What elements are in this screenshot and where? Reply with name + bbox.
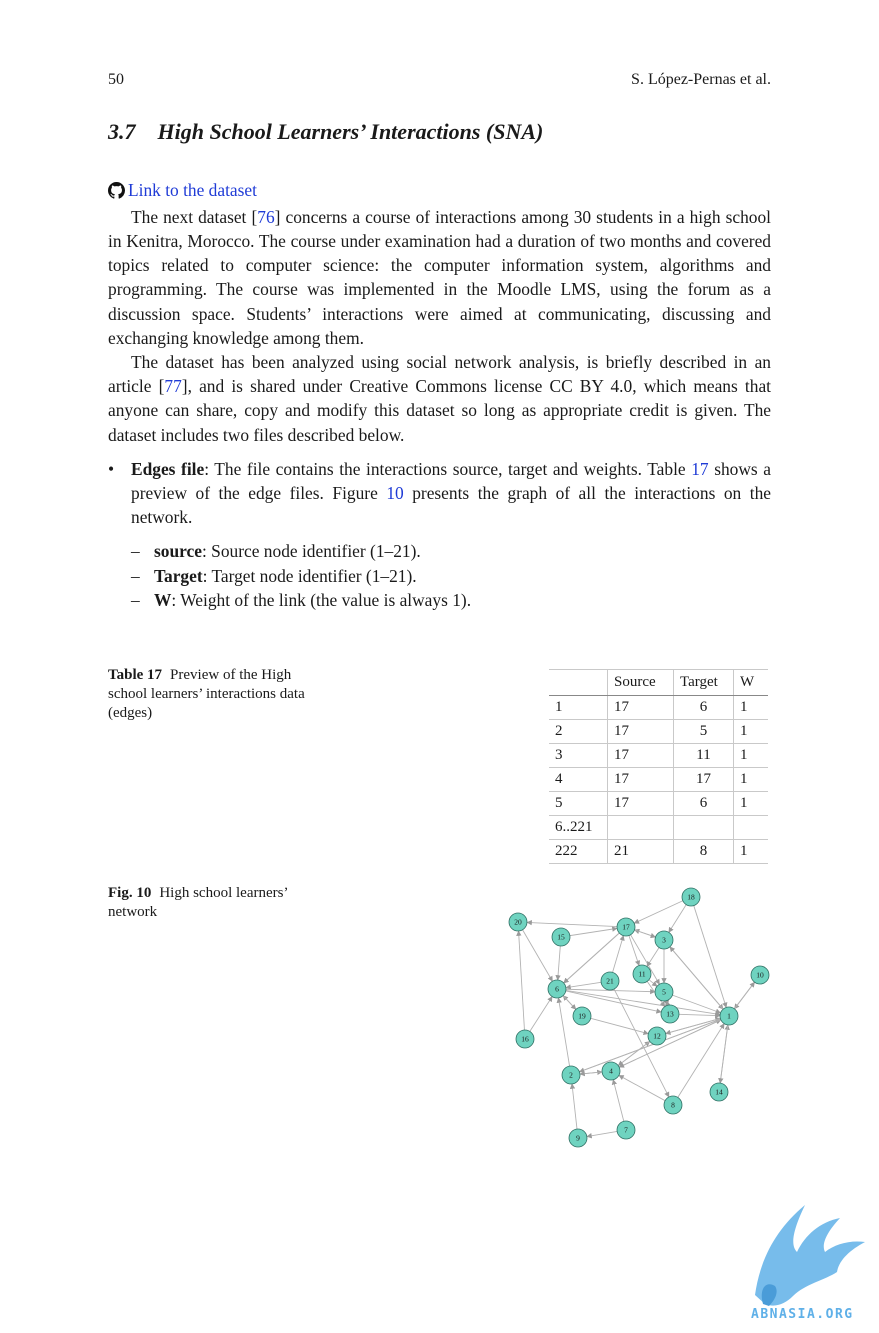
table-cell: 17 <box>608 792 674 816</box>
section-title-text: High School Learners’ Interactions (SNA) <box>157 119 544 144</box>
dataset-link[interactable] <box>108 178 257 202</box>
network-node <box>601 972 619 990</box>
table-cell: 17 <box>608 744 674 768</box>
network-node <box>710 1083 728 1101</box>
network-edge <box>618 1041 650 1065</box>
table-cell: 5 <box>674 720 734 744</box>
network-node <box>602 1062 620 1080</box>
network-edge <box>579 1019 720 1072</box>
network-edge <box>694 906 727 1008</box>
table-cell: 1 <box>734 768 769 792</box>
table-cell: 4 <box>549 768 608 792</box>
network-node <box>655 931 673 949</box>
network-node-label: 2 <box>569 1070 573 1080</box>
table-cell: 1 <box>549 696 608 720</box>
network-edge <box>613 936 624 973</box>
field-weight: – W: Weight of the link (the value is always 1). <box>131 588 771 612</box>
network-node <box>633 965 651 983</box>
figure-caption-text: High school learners’ network <box>108 885 288 920</box>
network-node-label: 6 <box>555 984 559 994</box>
network-node-label: 7 <box>624 1125 628 1135</box>
network-node <box>655 983 673 1001</box>
network-edge <box>572 1084 577 1129</box>
network-edge <box>669 905 686 933</box>
figure-caption <box>108 884 308 922</box>
network-node <box>664 1096 682 1114</box>
network-edge <box>570 928 617 935</box>
network-node-label: 14 <box>715 1087 723 1097</box>
network-node <box>648 1027 666 1045</box>
figure-caption-label: Fig. 10 <box>108 885 152 901</box>
network-node <box>617 1121 635 1139</box>
network-edge <box>666 1001 667 1006</box>
network-node-label: 10 <box>756 970 764 980</box>
table-row <box>549 840 768 864</box>
table-cell <box>674 816 734 840</box>
table-cell: 17 <box>608 768 674 792</box>
network-edge <box>558 998 569 1066</box>
table-cell <box>734 816 769 840</box>
edges-file-term: Edges file <box>131 458 205 479</box>
table-row <box>549 768 768 792</box>
dataset-link-label: Link to the dataset <box>128 180 257 200</box>
network-node <box>720 1007 738 1025</box>
table-cell: 222 <box>549 840 608 864</box>
network-node-label: 5 <box>662 987 666 997</box>
network-edge <box>523 930 553 981</box>
table-ref-17[interactable]: 17 <box>691 458 709 479</box>
table-cell: 17 <box>608 696 674 720</box>
table-cell: 17 <box>608 720 674 744</box>
watermark-text: ABNASIA.ORG <box>751 1307 854 1322</box>
network-node-label: 13 <box>666 1009 674 1019</box>
network-graph <box>500 880 785 1155</box>
table-header-row <box>549 670 768 696</box>
section-number: 3.7 <box>108 119 136 144</box>
network-edge <box>679 1014 720 1015</box>
table-cell: 5 <box>549 792 608 816</box>
table-cell: 2 <box>549 720 608 744</box>
page-number: 50 <box>108 71 124 88</box>
table-cell: 3 <box>549 744 608 768</box>
network-edge <box>563 996 576 1010</box>
network-edge <box>591 1018 649 1033</box>
network-node-label: 19 <box>578 1011 586 1021</box>
table-cell: 11 <box>674 744 734 768</box>
github-icon <box>108 182 125 199</box>
table-cell: 1 <box>734 840 769 864</box>
citation-77[interactable]: 77 <box>164 376 182 397</box>
network-node-label: 1 <box>727 1011 731 1021</box>
table-cell: 6..221 <box>549 816 608 840</box>
network-node-label: 16 <box>521 1034 529 1044</box>
network-node <box>682 888 700 906</box>
table-row <box>549 792 768 816</box>
network-node <box>509 913 527 931</box>
network-edge <box>720 1025 728 1083</box>
network-edge <box>647 948 659 967</box>
network-node <box>617 918 635 936</box>
network-node-label: 9 <box>576 1133 580 1143</box>
network-edge <box>558 946 561 980</box>
field-target: – Target: Target node identifier (1–21). <box>131 564 771 588</box>
network-node <box>552 928 570 946</box>
network-node-label: 17 <box>622 922 630 932</box>
table-caption-text: Preview of the High school learners’ interactions data (edges) <box>108 667 305 721</box>
table-row <box>549 696 768 720</box>
network-node <box>562 1066 580 1084</box>
network-node <box>751 966 769 984</box>
running-head: S. López-Pernas et al. <box>631 71 771 88</box>
citation-76[interactable]: 76 <box>257 206 275 227</box>
table-cell: 8 <box>674 840 734 864</box>
network-node <box>548 980 566 998</box>
table-cell: 17 <box>674 768 734 792</box>
network-edge <box>530 997 552 1032</box>
bullet-list <box>108 457 771 612</box>
table-cell: 1 <box>734 744 769 768</box>
network-edge <box>613 1080 624 1122</box>
bullet-edges-file: • Edges file: The file contains the interactions source, target and weights. Table 17 shows a preview of the edge files. Figure 10 presents the graph of all the interactions on the network. – source: Source node identifier (1–21). – Target: Target node identifier (1–21). – W: Weight of the link (the value is always 1). <box>108 457 771 612</box>
network-node-label: 12 <box>653 1031 661 1041</box>
network-node <box>569 1129 587 1147</box>
paragraph-1: The next dataset [76] concerns a course of interactions among 30 students in a high school in Kenitra, Morocco. The course under examination had a duration of two months and covered topics related to computer science: the computer information system, algorithms and programming. The course was implemented in the Moodle LMS, using the forum as a discussion space. Students’ interactions were aimed at communicating, discussing and exchanging knowledge among them. <box>108 206 771 348</box>
table-caption <box>108 666 308 723</box>
network-node <box>661 1005 679 1023</box>
network-edge <box>527 922 617 926</box>
network-edge <box>519 931 525 1030</box>
network-edge <box>634 901 683 923</box>
table-cell: 6 <box>674 696 734 720</box>
network-node-label: 8 <box>671 1100 675 1110</box>
network-edge <box>619 1075 665 1100</box>
field-source: – source: Source node identifier (1–21). <box>131 539 771 563</box>
table-row <box>549 720 768 744</box>
network-node-label: 11 <box>638 969 646 979</box>
network-node-label: 20 <box>514 917 522 927</box>
table-header <box>549 670 608 696</box>
network-node-label: 21 <box>606 976 614 986</box>
network-edge <box>670 947 723 1009</box>
network-node-label: 15 <box>557 932 565 942</box>
table-cell: 1 <box>734 720 769 744</box>
network-node <box>573 1007 591 1025</box>
body-text <box>108 178 771 612</box>
network-edge <box>619 1020 721 1067</box>
table-header: Target <box>674 670 734 696</box>
network-edge <box>734 982 754 1009</box>
section-title <box>108 119 543 145</box>
table-cell: 21 <box>608 840 674 864</box>
network-node-label: 18 <box>687 892 695 902</box>
table-caption-label: Table 17 <box>108 667 163 683</box>
figure-ref-10[interactable]: 10 <box>386 483 404 504</box>
network-edge <box>635 930 656 937</box>
network-edge <box>566 982 601 987</box>
network-node <box>516 1030 534 1048</box>
table-cell <box>608 816 674 840</box>
field-list <box>131 539 771 612</box>
table-header: Source <box>608 670 674 696</box>
watermark-logo <box>745 1200 879 1326</box>
network-edge <box>580 1072 602 1074</box>
network-node-label: 3 <box>662 935 666 945</box>
table-cell: 1 <box>734 696 769 720</box>
network-node-label: 4 <box>609 1066 613 1076</box>
table-row <box>549 816 768 840</box>
table-header: W <box>734 670 769 696</box>
edges-preview-table <box>549 669 768 864</box>
table-row <box>549 744 768 768</box>
paragraph-2: The dataset has been analyzed using social network analysis, is briefly described in an article [77], and is shared under Creative Commons license CC BY 4.0, which means that anyone can share, copy and modify this dataset so long as appropriate credit is given. The dataset includes two files described below. <box>108 352 771 445</box>
network-edge <box>587 1131 617 1136</box>
table-cell: 6 <box>674 792 734 816</box>
table-cell: 1 <box>734 792 769 816</box>
